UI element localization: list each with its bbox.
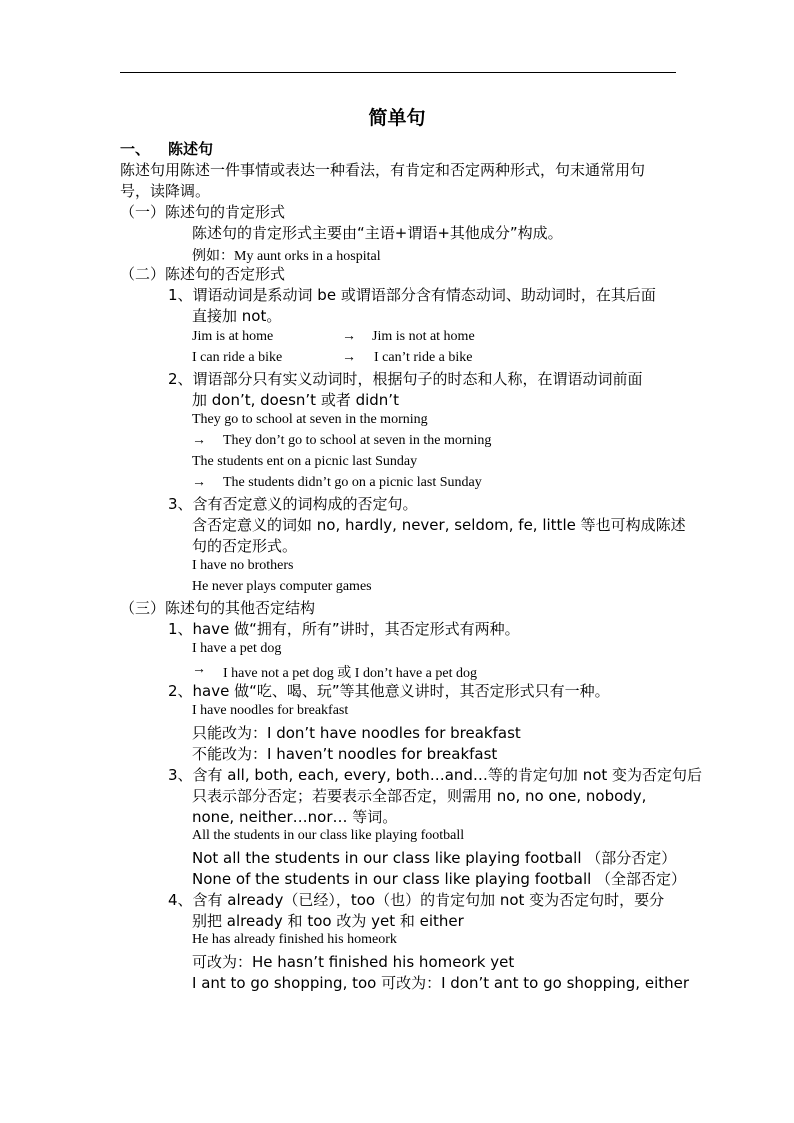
part3-heading: （三）陈述句的其他否定结构 — [120, 599, 316, 617]
part2-point2-line2: 加 don’t, doesn’t 或者 didn’t — [192, 391, 399, 409]
example-negative: Jim is not at home — [372, 329, 475, 344]
header-rule — [120, 72, 676, 73]
example-negative: I can’t ride a bike — [374, 350, 473, 365]
example-incorrect: 不能改为：I haven’t noodles for breakfast — [192, 745, 498, 763]
part3-point3-line1: 3、含有 all, both, each, every, both…and…等的肯定句加 not 变为否定句后 — [168, 766, 703, 784]
example-partial-negation: Not all the students in our class like playing football （部分否定） — [192, 849, 677, 867]
part2-heading: （二）陈述句的否定形式 — [120, 265, 286, 283]
part1-desc: 陈述句的肯定形式主要由“主语+谓语+其他成分”构成。 — [192, 224, 563, 242]
section-heading: 陈述句 — [168, 140, 214, 158]
part1-example: 例如：My aunt orks in a hospital — [192, 249, 381, 264]
part2-point1-line2: 直接加 not。 — [192, 307, 282, 325]
example-sentence: The students ent on a picnic last Sunday — [192, 454, 418, 469]
arrow-icon: → — [342, 329, 356, 344]
intro-line-2: 号，读降调。 — [120, 182, 211, 200]
part2-point1-line1: 1、谓语动词是系动词 be 或谓语部分含有情态动词、助动词时，在其后面 — [168, 286, 656, 304]
example-sentence: I have noodles for breakfast — [192, 703, 349, 718]
arrow-icon: → — [342, 350, 356, 365]
arrow-icon: → — [192, 662, 206, 677]
page-title: 简单句 — [368, 107, 426, 129]
part3-point3-line3: none, neither…nor… 等词。 — [192, 808, 398, 826]
part2-point2-line1: 2、谓语部分只有实义动词时，根据句子的时态和人称，在谓语动词前面 — [168, 370, 643, 388]
example-sentence: I have no brothers — [192, 558, 294, 573]
example-sentence: He has already finished his homeork — [192, 932, 397, 947]
part3-point2: 2、have 做“吃、喝、玩”等其他意义讲时，其否定形式只有一种。 — [168, 682, 610, 700]
intro-line-1: 陈述句用陈述一件事情或表达一种看法，有肯定和否定两种形式，句末通常用句 — [120, 161, 646, 179]
part3-point1: 1、have 做“拥有，所有”讲时，其否定形式有两种。 — [168, 620, 520, 638]
example-sentence: All the students in our class like playing football — [192, 828, 465, 843]
part1-heading: （一）陈述句的肯定形式 — [120, 203, 286, 221]
example-negative: I have not a pet dog 或 I don’t have a pet dog — [223, 666, 478, 681]
example-sentence: They go to school at seven in the morning — [192, 412, 428, 427]
example-sentence: He never plays computer games — [192, 579, 372, 594]
example-sentence: I can ride a bike — [192, 350, 283, 365]
example-sentence: I have a pet dog — [192, 641, 282, 656]
part2-point3: 3、含有否定意义的词构成的否定句。 — [168, 495, 418, 513]
part3-point4-line2: 别把 already 和 too 改为 yet 和 either — [192, 912, 464, 930]
part3-point4-line1: 4、含有 already（已经），too（也）的肯定句加 not 变为否定句时，要分 — [168, 891, 665, 909]
example-alternative: 可改为：He hasn’t finished his homeork yet — [192, 953, 515, 971]
example-full-negation: None of the students in our class like playing football （全部否定） — [192, 870, 687, 888]
example-negative: They don’t go to school at seven in the morning — [223, 433, 492, 448]
example-negative: The students didn’t go on a picnic last Sunday — [223, 475, 482, 490]
example-sentence: Jim is at home — [192, 329, 274, 344]
example-correct: 只能改为：I don’t have noodles for breakfast — [192, 724, 521, 742]
arrow-icon: → — [192, 475, 206, 490]
part2-point3-desc1: 含否定意义的词如 no, hardly, never, seldom, fe, little 等也可构成陈述 — [192, 516, 686, 534]
arrow-icon: → — [192, 433, 206, 448]
part2-point3-desc2: 句的否定形式。 — [192, 537, 298, 555]
section-number: 一、 — [120, 140, 151, 158]
part3-point3-line2: 只表示部分否定；若要表示全部否定，则需用 no, no one, nobody, — [192, 787, 647, 805]
example-alternative: I ant to go shopping, too 可改为：I don’t ant to go shopping, either — [192, 974, 690, 992]
